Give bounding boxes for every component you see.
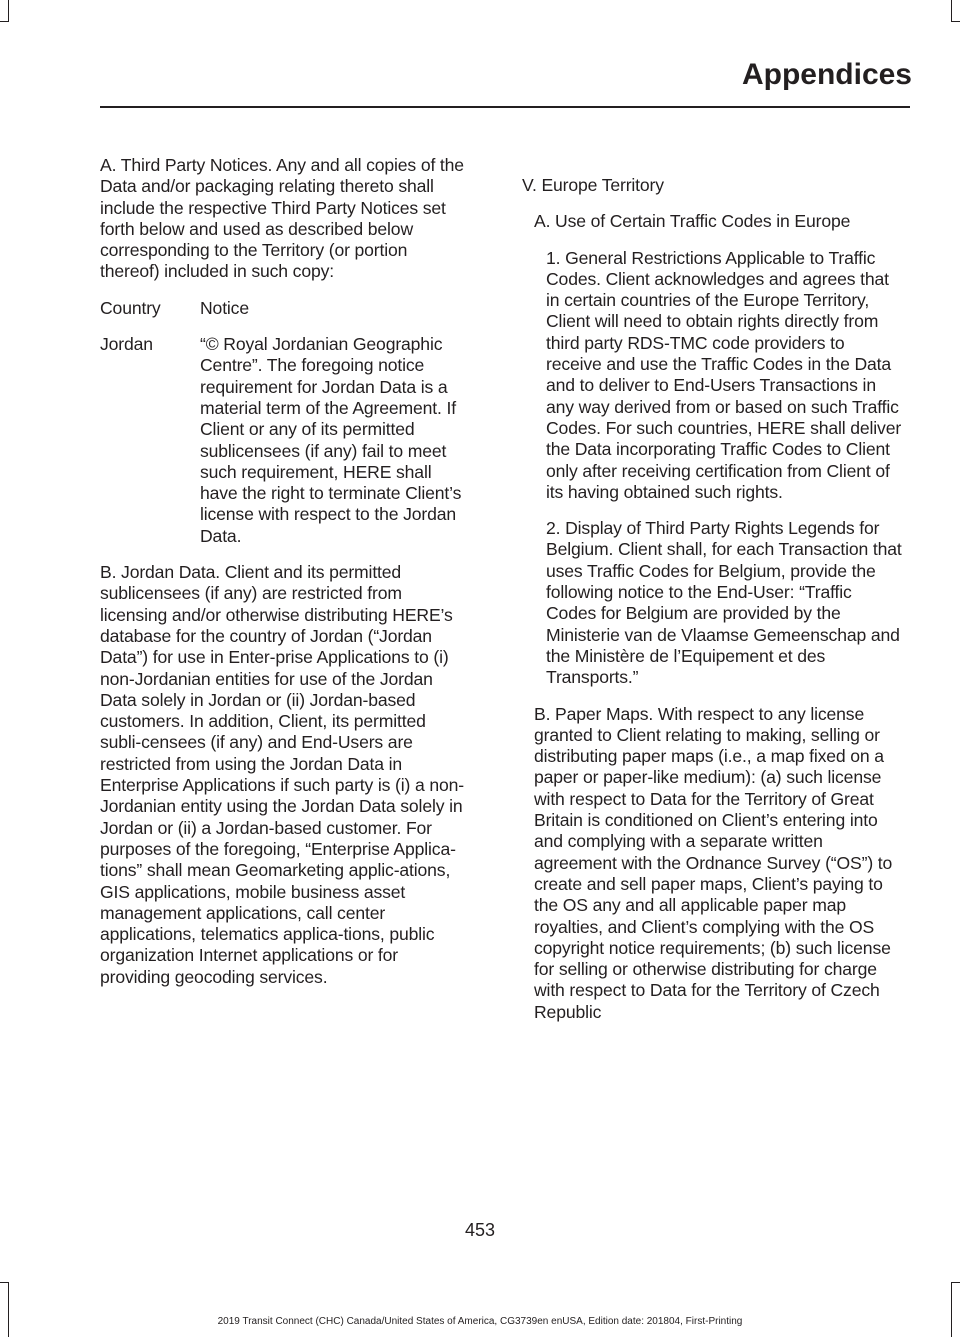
subsection-traffic-codes: A. Use of Certain Traffic Codes in Europe <box>534 211 851 232</box>
crop-mark-bottom-right-v <box>951 1282 952 1337</box>
paragraph-third-party-notices: A. Third Party Notices. Any and all copies of the Data and/or packaging relating thereto shall include the respective Third Party Notices set forth below and used as described below corresponding to the Territory (or portion thereof) included in such copy: <box>100 155 464 282</box>
notice-table-header <box>100 298 468 319</box>
footer-edition-info: 2019 Transit Connect (CHC) Canada/United States of America, CG3739en enUSA, Edition date: 201804, First-Printing <box>217 1316 743 1327</box>
crop-mark-bottom-left-h <box>0 1282 9 1283</box>
notice-column-header: Notice <box>200 297 249 318</box>
right-column <box>522 175 902 1038</box>
subsection-paper-maps: B. Paper Maps. With respect to any license granted to Client relating to making, selling or distributing paper maps (i.e., a map fixed on a paper or paper-like medium): (a) such license with respect to Data for the Territory of Great Britain is conditioned on Client’s entering into and complying with a separate written agreement with the Ordnance Survey (“OS”) to create and sell paper maps, Client’s paying to the OS any and all applicable paper map royalties, and Client’s complying with the OS copyright notice requirements; (b) such license for selling or otherwise distributing for charge with respect to Data for the Territory of Czech Republic <box>534 703 893 1022</box>
notice-table <box>100 298 468 547</box>
section-heading-europe-territory: V. Europe Territory <box>522 175 664 195</box>
page-number: 453 <box>464 1220 496 1240</box>
header-divider <box>100 106 910 108</box>
crop-mark-top-right-h <box>951 21 960 22</box>
country-cell: Jordan <box>100 334 153 355</box>
notice-cell: “© Royal Jordanian Geographic Centre”. The foregoing notice requirement for Jordan Data is a material term of the Agreement. If Client or any of its permitted sublicensees (if any) fail to meet such requirement, HERE shall have the right to terminate Client’s license with respect to the Jordan Data. <box>200 334 462 546</box>
page-title: Appendices <box>741 58 912 91</box>
item-belgium-legends: 2. Display of Third Party Rights Legends for Belgium. Client shall, for each Transaction that uses Traffic Codes for Belgium, provide the following notice to the End-User: “Traffic Codes for Belgium are provided by the Ministerie van de Vlaamse Gemeenschap and the Ministère de l’Equipement et des Transports.” <box>546 518 902 688</box>
crop-mark-top-left-v <box>8 0 9 22</box>
crop-mark-bottom-left-v <box>8 1282 9 1337</box>
left-column <box>100 155 468 1003</box>
item-general-restrictions: 1. General Restrictions Applicable to Traffic Codes. Client acknowledges and agrees that in certain countries of the Europe Territory, Client will need to obtain rights directly from third party RDS-TMC code providers to receive and use the Traffic Codes in the Data and to deliver to End-Users Transactions in any way derived from or based on such Traffic Codes. For such countries, HERE shall deliver the Data incorporating Traffic Codes to Client only after receiving certification from Client of its having obtained such rights. <box>546 247 902 502</box>
crop-mark-bottom-right-h <box>951 1282 960 1283</box>
country-column-header: Country <box>100 297 161 318</box>
crop-mark-top-left-h <box>0 21 9 22</box>
table-row <box>100 334 468 547</box>
paragraph-jordan-data: B. Jordan Data. Client and its permitted sublicensees (if any) are restricted from licensing and/or otherwise distributing HERE’s database for the country of Jordan (“Jordan Data”) for use in Enter-prise Applications to (i) non-Jordanian entities for use of the Jordan Data solely in Jordan or (ii) Jordan-based customers. In addition, Client, its permitted subli-censees (if any) and End-Users are restricted from using the Jordan Data in Enterprise Applications if such party is (i) a non-Jordanian entity using the Jordan Data solely in Jordan or (ii) a Jordan-based customer. For purposes of the foregoing, “Enterprise Applica-tions” shall mean Geomarketing applic-ations, GIS applications, mobile business asset management applications, call center applications, telematics applica-tions, public organization Internet applications or for providing geocoding services. <box>100 562 464 987</box>
crop-mark-top-right-v <box>951 0 952 22</box>
